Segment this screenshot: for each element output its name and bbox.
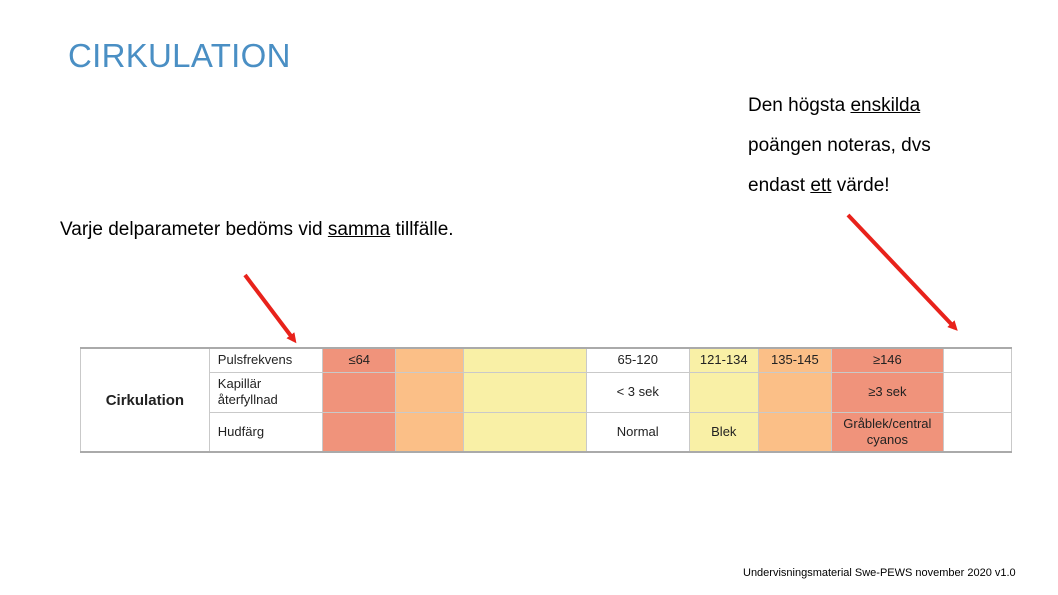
- cell-cap-red-2: ≥3 sek: [832, 372, 944, 412]
- statement-underlined-samma: samma: [327, 219, 391, 240]
- row-header-cirkulation: Cirkulation: [81, 348, 210, 452]
- cell-cap-red: [323, 372, 396, 412]
- note-line-3-end: värde!: [831, 175, 890, 196]
- table-row-kapillar: [81, 372, 1012, 412]
- cell-cap-orange-2: [758, 372, 831, 412]
- cell-pulse-normal: 65-120: [586, 348, 689, 372]
- footer-credit: Undervisningsmaterial Swe-PEWS november 2020 v1.0: [743, 567, 1016, 579]
- note-underlined-ett: ett: [810, 175, 832, 196]
- cell-pulse-empty: [943, 348, 1011, 372]
- statement-end: tillfälle.: [390, 219, 454, 240]
- cell-skin-orange: [396, 412, 464, 452]
- param-kapillar-line1: Kapillär: [217, 376, 262, 391]
- cell-skin-orange-2: [758, 412, 831, 452]
- slide-title: CIRKULATION: [68, 37, 291, 74]
- param-kapillar-aterfyllnad: [209, 372, 323, 412]
- note-line-3-text: endast: [748, 175, 811, 196]
- table-row-pulsfrekvens: [81, 348, 1012, 372]
- cell-pulse-score-red: ≤64: [323, 348, 396, 372]
- cell-pulse-yellow-2: 121-134: [689, 348, 758, 372]
- cell-cap-normal: < 3 sek: [586, 372, 689, 412]
- cell-pulse-orange-2: 135-145: [758, 348, 831, 372]
- cell-pulse-red-2: ≥146: [832, 348, 944, 372]
- cell-pulse-orange: [396, 348, 464, 372]
- cell-skin-cyanos: Gråblek/central cyanos: [832, 412, 944, 452]
- arrow-to-score-column-icon: [848, 215, 955, 328]
- pews-circulation-table: [80, 347, 1012, 453]
- arrow-to-param-column-icon: [245, 275, 294, 340]
- cell-cap-orange: [396, 372, 464, 412]
- cell-pulse-yellow: [464, 348, 586, 372]
- note-line-1-text: Den högsta: [748, 95, 851, 116]
- cell-cap-empty: [943, 372, 1011, 412]
- note-line-2: poängen noteras, dvs: [748, 135, 931, 156]
- cell-skin-red: [323, 412, 396, 452]
- cell-skin-empty: [943, 412, 1011, 452]
- param-pulsfrekvens: Pulsfrekvens: [209, 348, 323, 372]
- cell-cap-yellow-2: [689, 372, 758, 412]
- table-row-hudfarg: [81, 412, 1012, 452]
- param-kapillar-line2: återfyllnad: [217, 392, 278, 407]
- cell-skin-normal: Normal: [586, 412, 689, 452]
- param-hudfarg: Hudfärg: [209, 412, 323, 452]
- note-underlined-enskilda: enskilda: [850, 95, 921, 116]
- cell-skin-blek: Blek: [689, 412, 758, 452]
- statement-text: Varje delparameter bedöms vid: [60, 219, 328, 240]
- cell-skin-yellow: [464, 412, 586, 452]
- cell-cap-yellow: [464, 372, 586, 412]
